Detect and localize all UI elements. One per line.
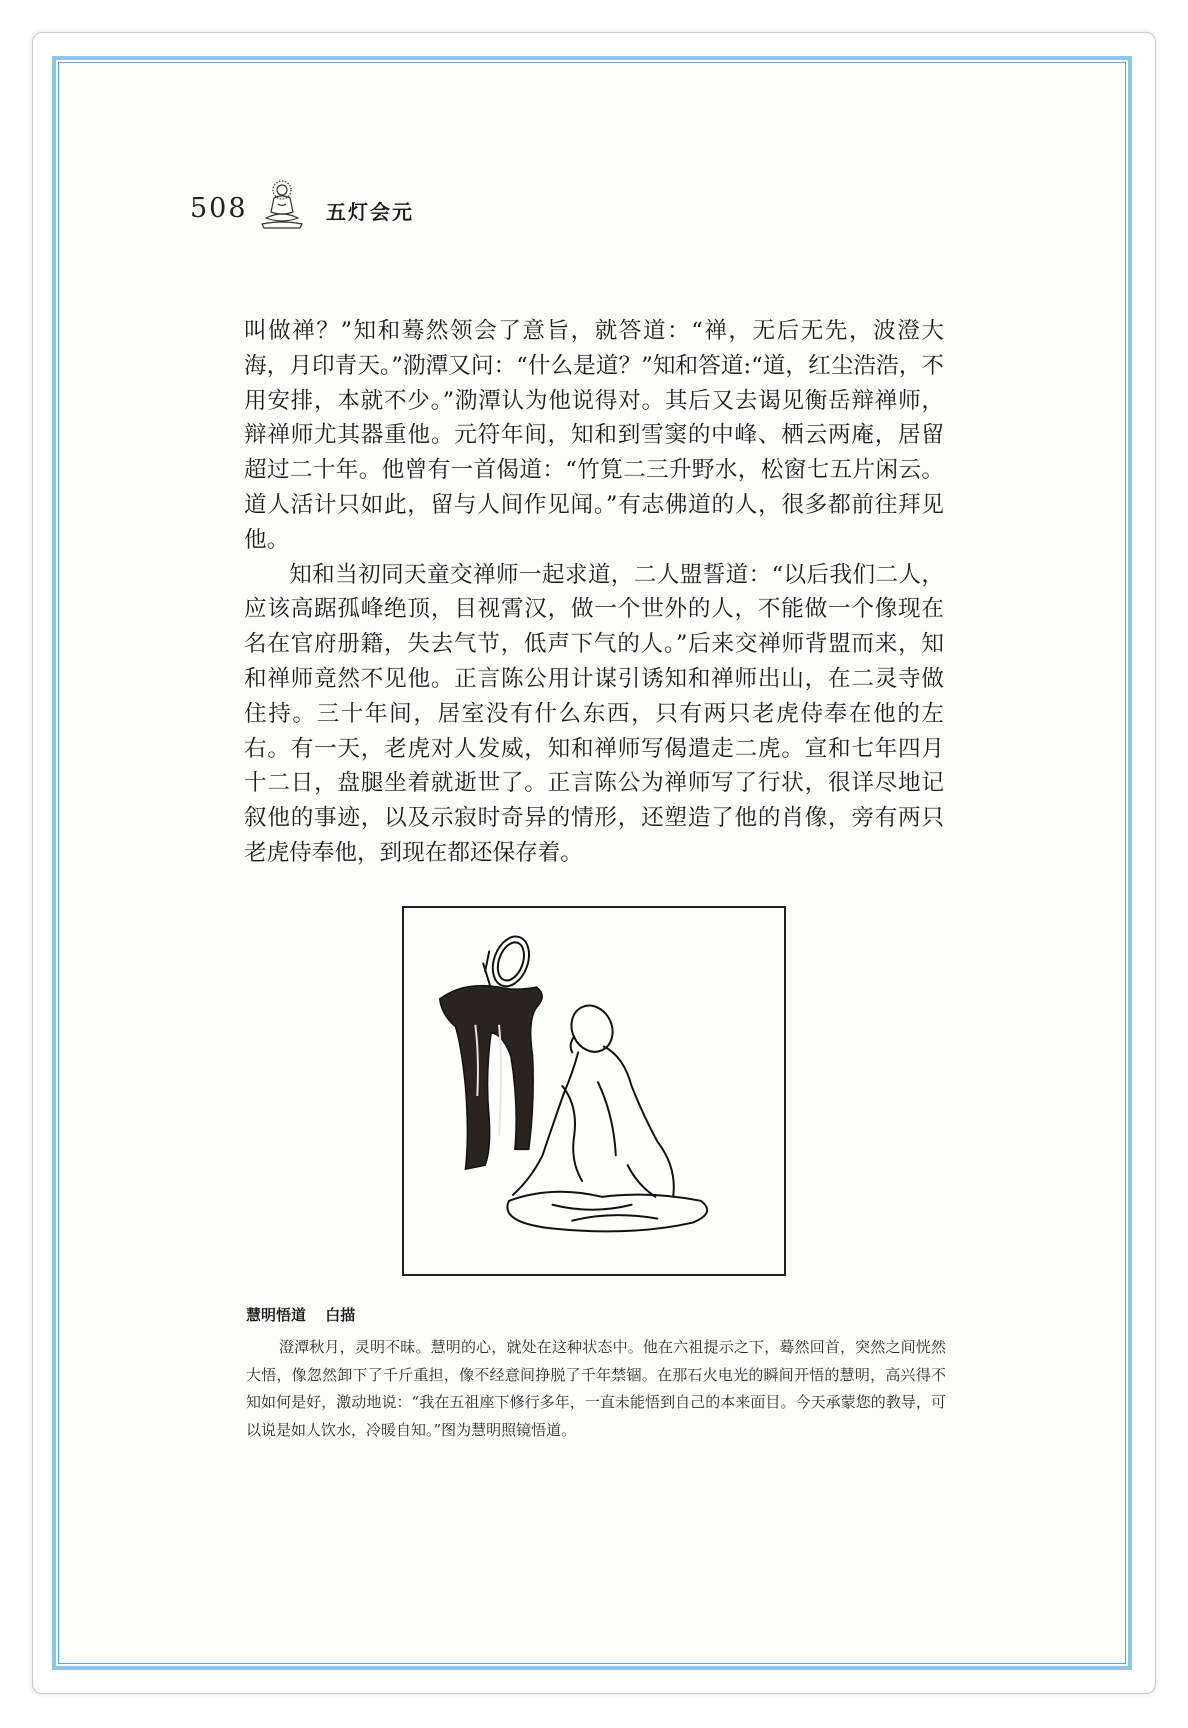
book-title: 五灯会元: [326, 200, 414, 224]
caption-title: 慧明悟道 白描: [246, 1306, 356, 1324]
paragraph: 知和当初同天童交禅师一起求道，二人盟誓道：“以后我们二人，应该高踞孤峰绝顶，目视霄汉，做一个世外的人，不能做一个像现在名在官府册籍，失去气节，低声下气的人。”后来交禅师背盟而来，知和禅师竟然不见他。正言陈公用计谋引诱知和禅师出山，在二灵寺做住持。三十年间，居室没有什么东西，只有两只老虎侍奉在他的左右。有一天，老虎对人发威，知和禅师写偈遣走二虎。宣和七年四月十二日，盘腿坐着就逝世了。正言陈公为禅师写了行状，很详尽地记叙他的事迹，以及示寂时奇异的情形，还塑造了他的肖像，旁有两只老虎侍奉他，到现在都还保存着。: [244, 561, 944, 866]
seated-buddha-icon: [258, 176, 306, 230]
caption-paragraph: 澄潭秋月，灵明不昧。慧明的心，就处在这种状态中。他在六祖提示之下，蓦然回首，突然之间恍然大悟，像忽然卸下了千斤重担，像不经意间挣脱了千年禁锢。在那石火电光的瞬间开悟的慧明，高兴得不知如何是好，激动地说：“我在五祖座下修行多年，一直未能悟到自己的本来面目。今天承蒙您的教导，可以说是如人饮水，冷暖自知。”图为慧明照镜悟道。: [246, 1338, 946, 1439]
monk-mirror-illustration: [402, 906, 786, 1276]
page-number: 508: [190, 193, 248, 224]
caption-body: [246, 1334, 946, 1444]
body-text: [244, 314, 944, 871]
paragraph: 叫做禅？”知和蓦然领会了意旨，就答道：“禅，无后无先，波澄大海，月印青天。”泐潭又问：“什么是道？”知和答道:“道，红尘浩浩，不用安排，本就不少。”泐潭认为他说得对。其后又去谒见衡岳辩禅师，辩禅师尤其器重他。元符年间，知和到雪窦的中峰、栖云两庵，居留超过二十年。他曾有一首偈道：“竹筧二三升野水，松窗七五片闲云。道人活计只如此，留与人间作见闻。”有志佛道的人，很多都前往拜见他。: [244, 318, 944, 553]
